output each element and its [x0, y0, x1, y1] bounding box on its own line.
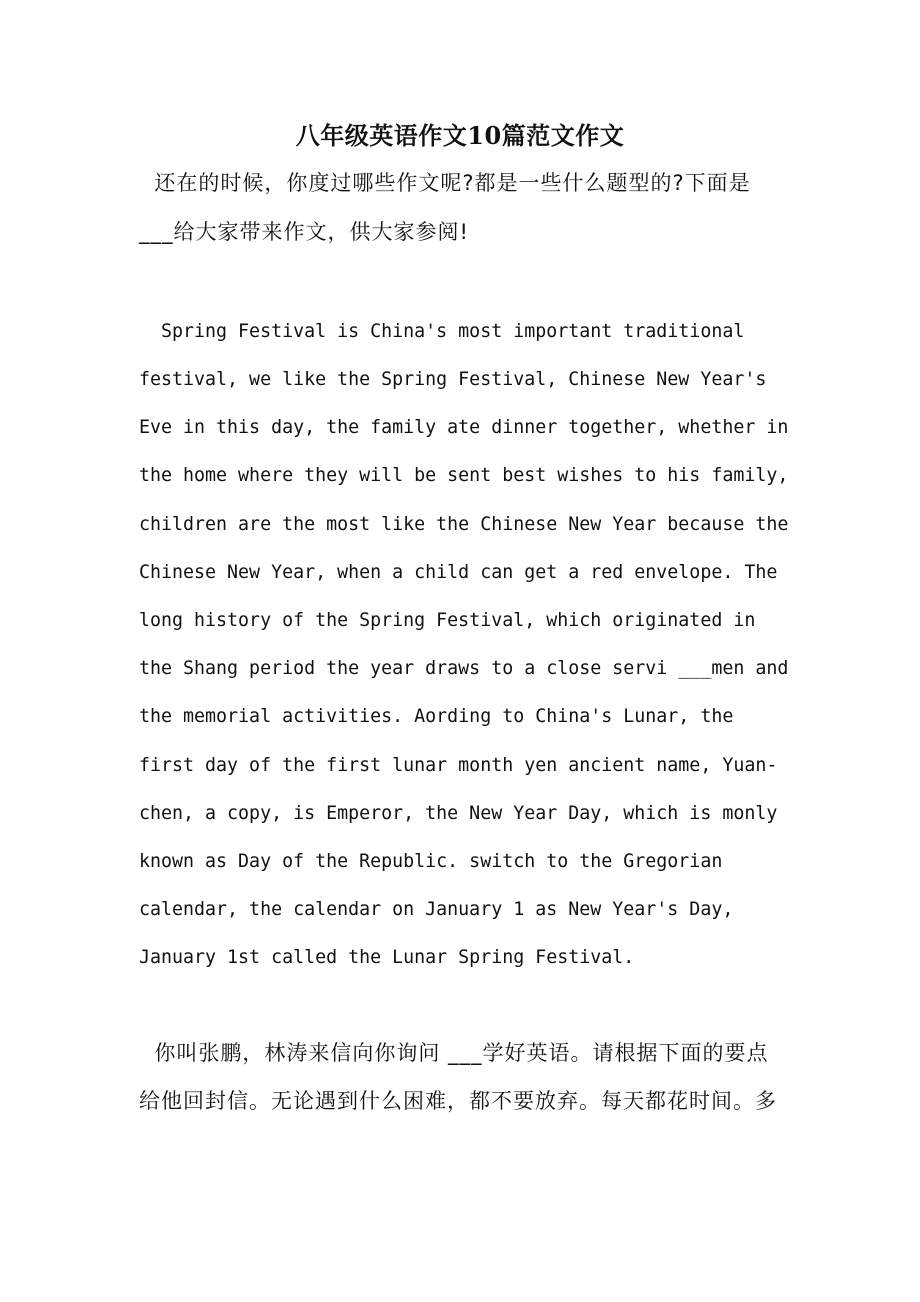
essay-line: chen, a copy, is Emperor, the New Year Day, which is monly: [139, 803, 778, 824]
essay-line: the Shang period the year draws to a close servi ___men and: [139, 658, 789, 679]
document-title: 八年级英语作文10篇范文作文: [295, 121, 625, 150]
essay-line: known as Day of the Republic. switch to the Gregorian: [139, 851, 723, 872]
essay-line: long history of the Spring Festival, which originated in: [139, 610, 756, 631]
intro-line: ___给大家带来作文，供大家参阅!: [139, 220, 469, 244]
essay-line: Chinese New Year, when a child can get a red envelope. The: [139, 562, 778, 583]
essay-line: the memorial activities. Aording to China's Lunar, the: [139, 706, 734, 727]
prompt-line: 你叫张鹏，林涛来信向你询问 ___学好英语。请根据下面的要点: [139, 1041, 769, 1065]
prompt-line: 给他回封信。无论遇到什么困难，都不要放弃。每天都花时间。多: [139, 1089, 777, 1113]
essay-line: the home where they will be sent best wishes to his family,: [139, 465, 789, 486]
essay-line: first day of the first lunar month yen ancient name, Yuan-: [139, 755, 778, 776]
essay-line: Eve in this day, the family ate dinner together, whether in: [139, 417, 789, 438]
essay-line: Spring Festival is China's most important traditional: [139, 321, 745, 342]
essay-line: January 1st called the Lunar Spring Festival.: [139, 947, 635, 968]
essay-line: children are the most like the Chinese New Year because the: [139, 514, 789, 535]
essay-line: festival, we like the Spring Festival, Chinese New Year's: [139, 369, 767, 390]
essay-line: calendar, the calendar on January 1 as New Year's Day,: [139, 899, 734, 920]
intro-line: 还在的时候，你度过哪些作文呢?都是一些什么题型的?下面是: [139, 171, 751, 195]
